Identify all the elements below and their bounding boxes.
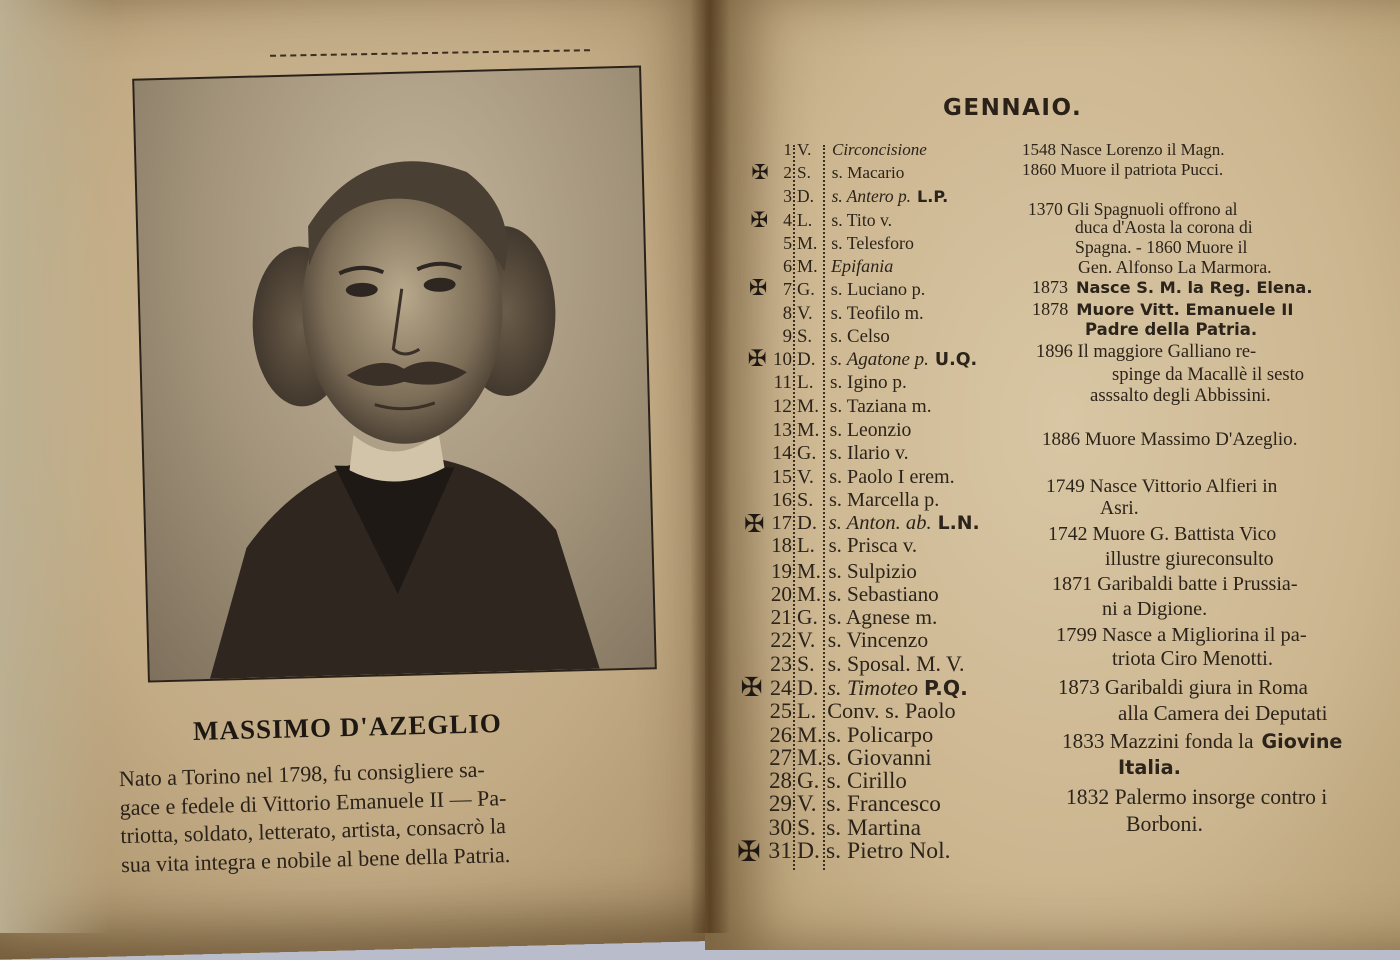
- cross-icon: ✠: [750, 206, 769, 232]
- event-text: Asri.: [1100, 498, 1139, 520]
- day-number: 21: [770, 605, 792, 630]
- day-number: 18: [771, 535, 792, 558]
- bio-line: Nato a Torino nel 1798, fu consigliere sa-: [118, 756, 486, 792]
- cross-icon: ✠: [737, 834, 761, 868]
- weekday-letter: M.: [797, 721, 823, 747]
- weekday-letter: G.: [797, 768, 820, 794]
- cross-icon: ✠: [744, 509, 765, 539]
- day-number: 29: [768, 791, 792, 818]
- day-number: 12: [772, 395, 792, 417]
- event-line: [1062, 729, 1342, 754]
- saint-name: s. Antero p. L.P.: [831, 186, 949, 207]
- event-line: [1032, 299, 1293, 320]
- bio-line: sua vita integra e nobile al bene della Patria.: [120, 841, 511, 877]
- saint-name: s. Agnese m.: [828, 605, 938, 630]
- event-text: 1742 Muore G. Battista Vico: [1048, 523, 1277, 546]
- saint-name: s. Telesforo: [831, 232, 914, 253]
- day-number: 4: [783, 209, 792, 230]
- event-text: Gen. Alfonso La Marmora.: [1078, 257, 1272, 278]
- event-line: [1056, 624, 1307, 647]
- day-number: 13: [772, 419, 792, 442]
- event-text: 1878: [1032, 299, 1069, 320]
- event-line: [1118, 701, 1327, 726]
- event-bold-text: Italia.: [1118, 756, 1181, 780]
- saint-name: s. Taziana m.: [829, 395, 932, 417]
- saint-name: s. Policarpo: [827, 721, 934, 747]
- day-number: 3: [783, 186, 792, 207]
- weekday-letter: G.: [797, 279, 815, 300]
- event-line: [1102, 598, 1207, 621]
- day-number: 27: [769, 744, 792, 770]
- event-text: 1833 Mazzini fonda la: [1062, 729, 1254, 754]
- event-text: Borboni.: [1126, 811, 1203, 836]
- saint-name: s. Ilario v.: [829, 442, 909, 465]
- weekday-letter: D.: [797, 512, 817, 535]
- moon-phase: L.P.: [917, 187, 949, 207]
- saint-name: s. Francesco: [826, 791, 941, 818]
- day-number: 15: [771, 465, 792, 488]
- event-line: [1090, 385, 1271, 407]
- day-number: 28: [769, 768, 792, 794]
- day-number: 9: [782, 325, 792, 347]
- weekday-letter: S.: [797, 488, 814, 511]
- event-line: [1022, 160, 1223, 180]
- event-line: [1022, 140, 1225, 160]
- event-text: 1370 Gli Spagnuoli offrono al: [1028, 198, 1238, 219]
- event-line: [1058, 675, 1308, 700]
- event-line: [1085, 319, 1257, 340]
- saint-name: s. Teofilo m.: [830, 302, 924, 324]
- weekday-letter: M.: [797, 744, 823, 770]
- event-text: 1873 Garibaldi giura in Roma: [1058, 675, 1308, 700]
- event-text: 1871 Garibaldi batte i Prussia-: [1052, 572, 1298, 595]
- event-line: [1105, 548, 1274, 571]
- day-number: 23: [770, 651, 792, 676]
- weekday-letter: L.: [797, 372, 814, 394]
- event-text: 1749 Nasce Vittorio Alfieri in: [1046, 476, 1278, 498]
- day-number: 25: [769, 698, 792, 724]
- event-line: [1126, 812, 1203, 837]
- event-line: [1078, 257, 1272, 278]
- day-number: 5: [783, 232, 792, 253]
- event-line: [1046, 476, 1277, 498]
- event-text: 1548 Nasce Lorenzo il Magn.: [1022, 139, 1225, 159]
- weekday-letter: D.: [797, 349, 816, 371]
- weekday-letter: M.: [797, 419, 820, 442]
- event-text: Spagna. - 1860 Muore il: [1075, 237, 1248, 258]
- event-line: [1112, 648, 1273, 671]
- saint-name: s. Timoteo P.Q.: [827, 674, 968, 700]
- cross-icon: ✠: [747, 346, 767, 373]
- day-number: 31: [768, 837, 792, 864]
- day-number: 17: [771, 512, 792, 535]
- day-number: 11: [773, 372, 792, 394]
- saint-name: s. Macario: [831, 163, 905, 183]
- event-text: 1799 Nasce a Migliorina il pa-: [1056, 623, 1307, 646]
- saint-name: s. Celso: [830, 325, 890, 347]
- weekday-letter: M.: [797, 395, 820, 417]
- weekday-letter: S.: [797, 325, 813, 347]
- saint-name: s. Tito v.: [831, 209, 893, 230]
- weekday-letter: S.: [797, 163, 811, 183]
- event-text: 1832 Palermo insorge contro i: [1066, 785, 1328, 810]
- cross-icon: ✠: [751, 160, 769, 185]
- saint-name: s. Anton. ab. L.N.: [828, 512, 980, 535]
- weekday-letter: L.: [797, 535, 815, 558]
- event-line: [1075, 217, 1253, 238]
- weekday-letter: D.: [797, 837, 820, 864]
- event-line: [1112, 364, 1304, 386]
- day-number: 8: [782, 302, 792, 324]
- saint-name: s. Prisca v.: [828, 535, 918, 558]
- saint-name: s. Giovanni: [826, 744, 932, 770]
- cross-icon: ✠: [749, 276, 768, 302]
- saint-name: s. Paolo I erem.: [829, 465, 955, 488]
- event-line: [1042, 429, 1297, 451]
- weekday-letter: M.: [797, 558, 821, 583]
- event-bold-text: Padre della Patria.: [1085, 320, 1258, 340]
- moon-phase: U.Q.: [934, 350, 978, 371]
- day-number: 1: [783, 139, 792, 159]
- saint-name: s. Sebastiano: [828, 581, 939, 606]
- day-number: 24: [769, 674, 792, 700]
- weekday-letter: V.: [797, 302, 813, 324]
- event-line: [1048, 523, 1276, 546]
- saint-name: Epifania: [831, 256, 894, 277]
- day-number: 14: [772, 442, 792, 465]
- event-line: [1036, 341, 1256, 362]
- weekday-letter: L.: [797, 698, 817, 724]
- day-number: 6: [782, 256, 792, 277]
- event-text: 1896 Il maggiore Galliano re-: [1036, 340, 1257, 361]
- event-line: [1066, 785, 1327, 810]
- saint-name: s. Martina: [826, 814, 921, 841]
- month-title: GENNAIO.: [943, 95, 1083, 121]
- saint-name: s. Luciano p.: [830, 279, 926, 300]
- saint-name: Circoncisione: [832, 139, 927, 159]
- event-bold-text: Giovine: [1261, 730, 1343, 754]
- event-text: 1873: [1032, 277, 1068, 298]
- bio-line: gace e fedele di Vittorio Emanuele II — Pa-: [119, 784, 507, 820]
- day-number: 16: [771, 488, 792, 511]
- day-number: 2: [783, 163, 792, 183]
- day-number: 20: [770, 581, 792, 606]
- day-number: 7: [782, 279, 792, 300]
- event-text: 1860 Muore il patriota Pucci.: [1022, 159, 1224, 179]
- saint-name: s. Cirillo: [826, 768, 907, 794]
- cross-icon: ✠: [740, 671, 763, 703]
- event-text: spinge da Macallè il sesto: [1112, 363, 1305, 385]
- event-text: asssalto degli Abbissini.: [1090, 384, 1271, 406]
- event-bold-text: Nasce S. M. la Reg. Elena.: [1075, 278, 1313, 298]
- weekday-letter: V.: [797, 628, 816, 653]
- day-number: 30: [768, 814, 792, 841]
- event-line: [1118, 755, 1181, 780]
- weekday-letter: M.: [797, 256, 818, 277]
- event-line: [1028, 199, 1238, 220]
- moon-phase: P.Q.: [924, 675, 968, 700]
- weekday-letter: V.: [797, 139, 812, 159]
- event-text: alla Camera dei Deputati: [1118, 701, 1328, 726]
- saint-name: s. Igino p.: [830, 372, 907, 394]
- saint-name: s. Vincenzo: [827, 628, 929, 653]
- event-text: triota Ciro Menotti.: [1112, 647, 1273, 670]
- day-number: 10: [773, 349, 792, 371]
- saint-name: s. Sulpizio: [828, 558, 917, 583]
- bio-line: triotta, soldato, letterato, artista, consacrò la: [120, 813, 507, 849]
- event-text: illustre giureconsulto: [1105, 548, 1274, 571]
- weekday-letter: G.: [797, 442, 817, 465]
- day-number: 26: [769, 721, 792, 747]
- event-line: [1032, 277, 1312, 298]
- weekday-letter: S.: [797, 651, 815, 676]
- event-text: 1886 Muore Massimo D'Azeglio.: [1042, 428, 1298, 450]
- event-line: [1075, 237, 1247, 258]
- weekday-letter: D.: [797, 674, 819, 700]
- event-line: [1100, 498, 1139, 520]
- day-number: 22: [770, 628, 792, 653]
- event-text: ni a Digione.: [1102, 597, 1208, 620]
- weekday-letter: D.: [797, 186, 814, 207]
- weekday-letter: V.: [797, 791, 817, 818]
- saint-name: s. Pietro Nol.: [826, 837, 951, 864]
- weekday-letter: S.: [797, 814, 816, 841]
- saint-name: s. Marcella p.: [829, 488, 940, 511]
- weekday-letter: G.: [797, 605, 818, 630]
- moon-phase: L.N.: [937, 512, 980, 535]
- saint-name: s. Sposal. M. V.: [827, 651, 965, 676]
- saint-name: s. Agatone p. U.Q.: [830, 349, 978, 371]
- weekday-letter: V.: [797, 465, 814, 488]
- event-bold-text: Muore Vitt. Emanuele II: [1076, 300, 1294, 320]
- day-number: 19: [771, 558, 792, 583]
- weekday-letter: M.: [797, 232, 818, 253]
- saint-name: Conv. s. Paolo: [827, 698, 956, 724]
- portrait-caption: MASSIMO D'AZEGLIO: [192, 707, 503, 747]
- event-text: duca d'Aosta la corona di: [1075, 217, 1253, 238]
- event-line: [1052, 573, 1298, 596]
- saint-name: s. Leonzio: [829, 419, 912, 442]
- weekday-letter: L.: [797, 209, 813, 230]
- weekday-letter: M.: [797, 581, 822, 606]
